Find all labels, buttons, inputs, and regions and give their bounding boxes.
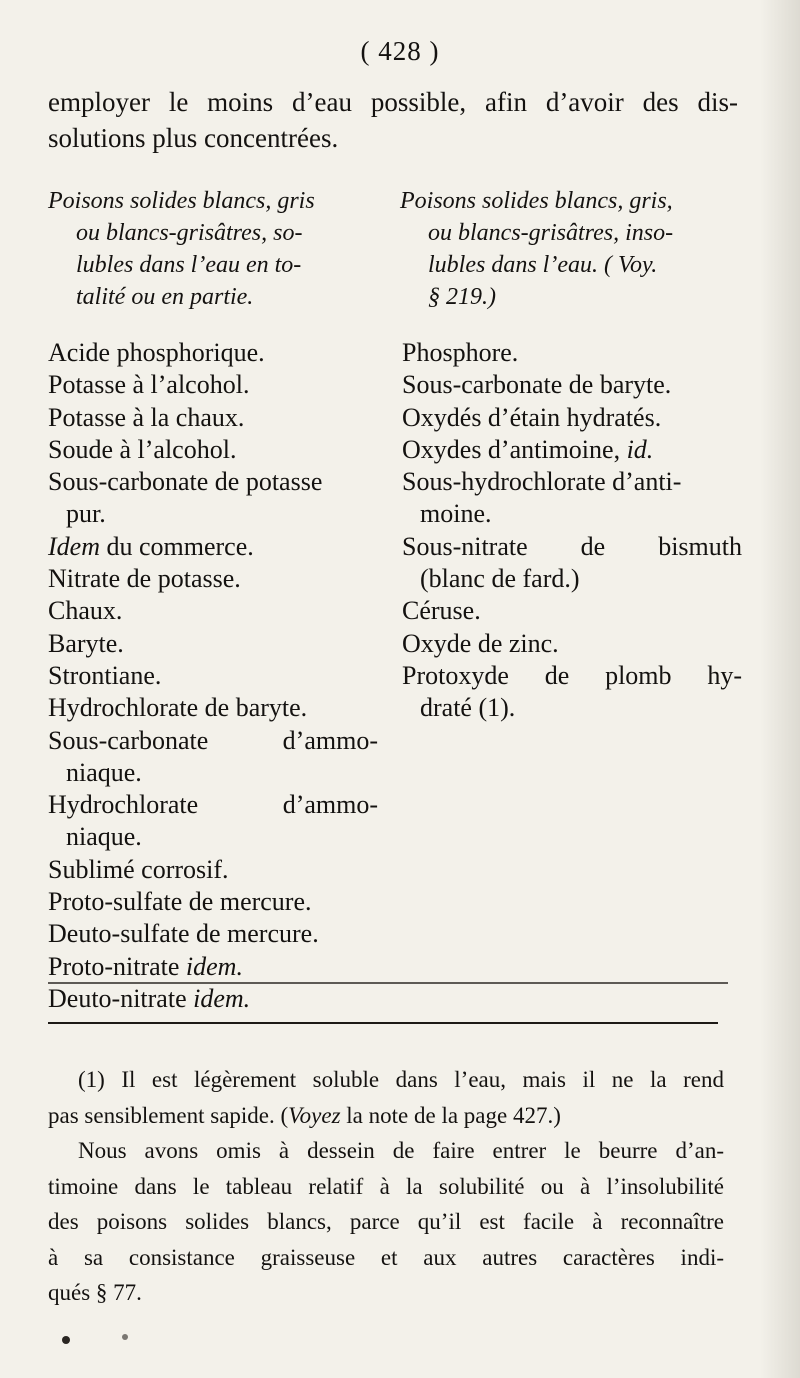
list-item: Deuto-sulfate de mercure. <box>48 919 319 949</box>
list-item-text: Deuto-nitrate <box>48 983 187 1013</box>
paragraph-line: des poisons solides blancs, parce qu’il est facile à reconnaître <box>48 1209 724 1234</box>
list-item: Oxyde de zinc. <box>402 628 559 658</box>
list-item: Sublimé corrosif. <box>48 854 229 884</box>
list-item: draté (1). <box>420 693 516 723</box>
intro-text <box>48 84 738 156</box>
idem-term: Idem <box>48 531 100 561</box>
list-item: (blanc de fard.) <box>420 564 580 594</box>
footnotes <box>48 1062 724 1311</box>
paragraph-line: timoine dans le tableau relatif à la solubilité ou à l’insolubilité <box>48 1173 724 1199</box>
list-item: Potasse à l’alcohol. <box>48 370 250 400</box>
list-item-text: Proto-nitrate <box>48 951 180 981</box>
id-term: id. <box>626 434 654 464</box>
idem-term: idem. <box>193 983 251 1013</box>
list-item: Oxydés d’étain hydratés. <box>402 402 662 432</box>
list-item <box>48 983 378 1015</box>
paragraph-line: Nous avons omis à dessein de faire entrer le beurre d’an- <box>78 1138 724 1163</box>
list-item: Potasse à la chaux. <box>48 402 245 432</box>
list-item: Hydrochlorate d’ammo- <box>48 790 378 820</box>
footnote-separator-rule <box>48 1022 718 1024</box>
column-heading-insoluble <box>400 185 740 313</box>
list-item: Hydrochlorate de baryte. <box>48 693 308 723</box>
intro-line: employer le moins d’eau possible, afin d’avoir des dis- <box>48 87 738 117</box>
heading-line: talité ou en partie. <box>76 284 254 310</box>
list-item: Baryte. <box>48 628 124 658</box>
heading-line: lubles dans l’eau. ( Voy. <box>428 252 658 278</box>
list-item: moine. <box>420 499 492 529</box>
footnote-text: pas sensiblement sapide. ( <box>48 1102 289 1128</box>
page-number: ( 428 ) <box>360 36 440 66</box>
soluble-poisons-list <box>48 337 378 1015</box>
paragraph-line: à sa consistance graisseuse et aux autres caractères indi- <box>48 1244 724 1270</box>
voyez-term: Voyez <box>288 1102 341 1128</box>
list-item: Sous-carbonate de potasse <box>48 467 323 497</box>
heading-line: ou blancs-grisâtres, so- <box>76 220 303 246</box>
insoluble-poisons-list <box>402 337 742 725</box>
page-edge-shadow <box>760 0 800 1378</box>
intro-line: solutions plus concentrées. <box>48 123 339 153</box>
heading-line: § 219.) <box>428 284 496 310</box>
list-item: Sous-carbonate de baryte. <box>402 370 672 400</box>
list-item: Strontiane. <box>48 660 162 690</box>
list-item-text: Oxydes d’antimoine, <box>402 434 621 464</box>
footnote-line <box>48 1098 724 1134</box>
list-item <box>48 951 378 983</box>
list-item: Sous-nitrate de bismuth <box>402 531 742 561</box>
paragraph-line: qués § 77. <box>48 1280 142 1305</box>
footnote-line: (1) Il est légèrement soluble dans l’eau, mais il ne la rend <box>78 1067 724 1092</box>
heading-line: ou blancs-grisâtres, inso- <box>428 220 674 246</box>
ink-spot <box>62 1336 70 1344</box>
list-item <box>48 531 378 563</box>
list-item: pur. <box>66 499 106 529</box>
list-item: Acide phosphorique. <box>48 338 265 367</box>
footnote-text: la note de la page 427.) <box>340 1102 561 1128</box>
list-item: Sous-hydrochlorate d’anti- <box>402 467 682 497</box>
heading-line: Poisons solides blancs, gris, <box>400 188 673 214</box>
list-item: Soude à l’alcohol. <box>48 434 237 464</box>
list-item: Phosphore. <box>402 338 519 367</box>
idem-term: idem. <box>185 951 243 981</box>
ink-spot <box>122 1334 128 1340</box>
column-heading-soluble <box>48 185 378 313</box>
list-item: Proto-sulfate de mercure. <box>48 887 312 917</box>
list-item: Sous-carbonate d’ammo- <box>48 725 378 755</box>
heading-line: Poisons solides blancs, gris <box>48 188 315 214</box>
heading-line: lubles dans l’eau en to- <box>76 252 302 278</box>
list-item: Protoxyde de plomb hy- <box>402 660 742 690</box>
list-item: niaque. <box>66 757 142 787</box>
list-item: Chaux. <box>48 596 123 626</box>
list-item-text: du commerce. <box>106 531 254 561</box>
list-item <box>402 434 742 466</box>
list-item: Céruse. <box>402 596 481 626</box>
list-item: Nitrate de potasse. <box>48 564 241 594</box>
list-item: niaque. <box>66 822 142 852</box>
table-bottom-rule <box>48 982 728 984</box>
